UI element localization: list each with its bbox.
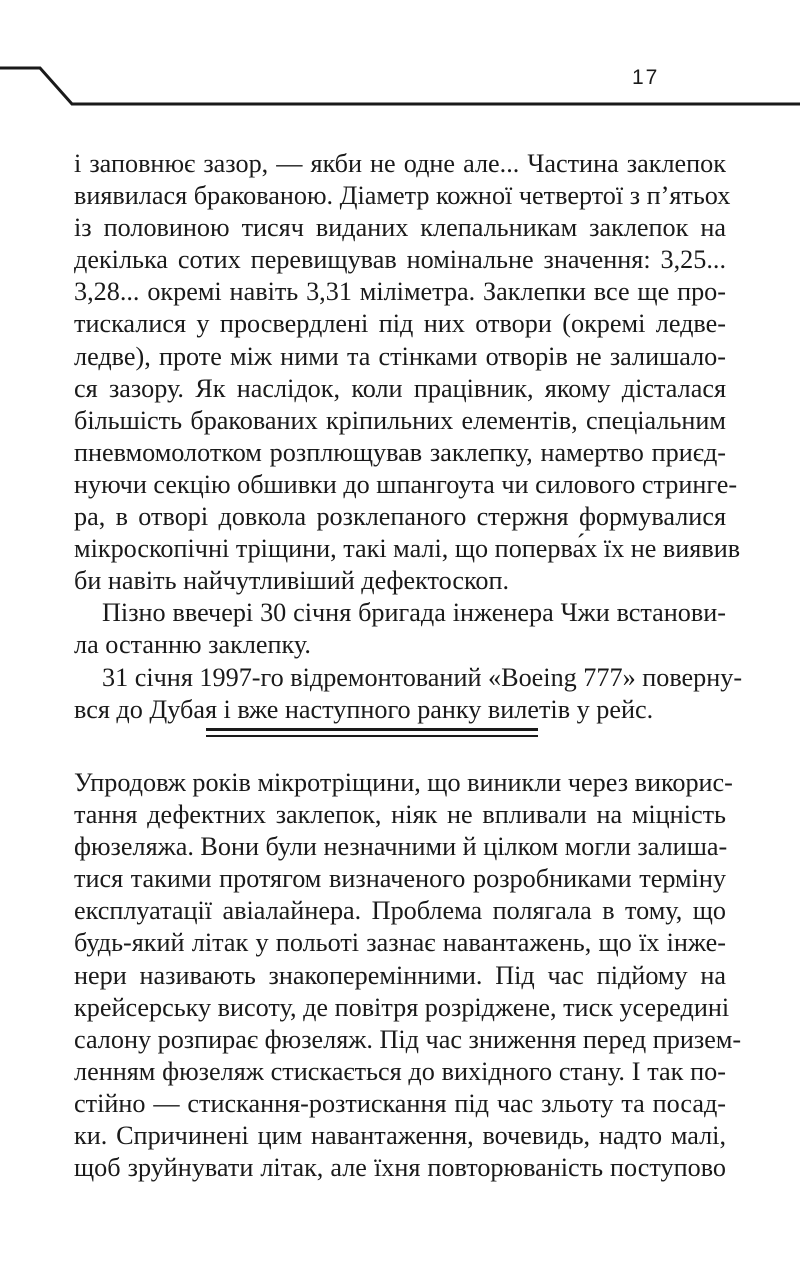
text-line: ла останню заклепку.	[74, 630, 311, 660]
text-line: виявилася бракованою. Діаметр кожної четвертої з п’ятьох	[74, 181, 731, 211]
text-line: ки. Спричинені цим навантаження, вочевидь, надто малі,	[74, 1121, 726, 1151]
page-number: 17	[632, 66, 660, 89]
text-line: експлуатації авіалайнера. Проблема полягала в тому, що	[74, 896, 726, 926]
text-line: ра, в отворі довкола розклепаного стержня формувалися	[74, 502, 726, 532]
text-line: щоб зруйнувати літак, але їхня повторюваність поступово	[74, 1153, 726, 1183]
paragraph-first-line: 31 січня 1997-го відремонтований «Boeing 777» поверну-	[102, 662, 743, 692]
text-line: фюзеляжа. Вони були незначними й цілком могли залиша-	[74, 832, 728, 862]
header-rule	[0, 0, 800, 110]
text-line: пневмомолотком розплющував заклепку, намертво приєд-	[74, 437, 726, 467]
text-line: би навіть найчутливіший дефектоскоп.	[74, 566, 510, 596]
divider-line-thin	[206, 735, 538, 737]
section-divider	[206, 728, 538, 737]
text-line: Упродовж років мікротріщини, що виникли через викорис-	[74, 768, 733, 797]
text-line: із половиною тисяч виданих клепальникам заклепок на	[74, 213, 726, 243]
text-line: тання дефектних заклепок, ніяк не впливали на міцність	[74, 800, 726, 830]
text-line: будь-який літак у польоті зазнає навантажень, що їх інже-	[74, 928, 726, 958]
text-line: мікроскопічні тріщини, такі малі, що поперва́х їх не виявив	[74, 534, 741, 564]
text-line: нери називають знакоперемінними. Під час підйому на	[74, 960, 726, 990]
text-line: тися такими протягом визначеного розробниками терміну	[74, 864, 726, 894]
body-text-section-2	[74, 767, 742, 1184]
text-line: більшість бракованих кріпильних елементів, спеціальним	[74, 405, 726, 435]
text-line: 3,28... окремі навіть 3,31 міліметра. Заклепки все ще про-	[74, 277, 726, 307]
text-line: вся до Дубая і вже наступного ранку вилетів у рейс.	[74, 694, 654, 724]
text-line: ленням фюзеляж стискається до вихідного стану. І так по-	[74, 1056, 726, 1086]
text-line: крейсерську висоту, де повітря розріджене, тиск усередині	[74, 992, 730, 1022]
text-line: тискалися у просвердлені під них отвори (окремі ледве-	[74, 309, 726, 339]
text-line: стійно — стискання-розтискання під час зльоту та посад-	[74, 1088, 726, 1118]
paragraph-first-line: Пізно ввечері 30 січня бригада інженера Чжи встанови-	[102, 598, 726, 628]
text-line: нуючи секцію обшивки до шпангоута чи силового стринге-	[74, 469, 738, 499]
text-line: салону розпирає фюзеляж. Під час зниження перед призем-	[74, 1024, 742, 1054]
text-line: ледве), проте між ними та стінками отворів не залишало-	[74, 341, 726, 371]
body-text-section-1	[74, 148, 743, 726]
text-line: декілька сотих перевищував номінальне значення: 3,25...	[74, 245, 726, 275]
text-line: ся зазору. Як наслідок, коли працівник, якому дісталася	[74, 373, 726, 403]
text-line: і заповнює зазор, — якби не одне але... Частина заклепок	[74, 149, 726, 178]
